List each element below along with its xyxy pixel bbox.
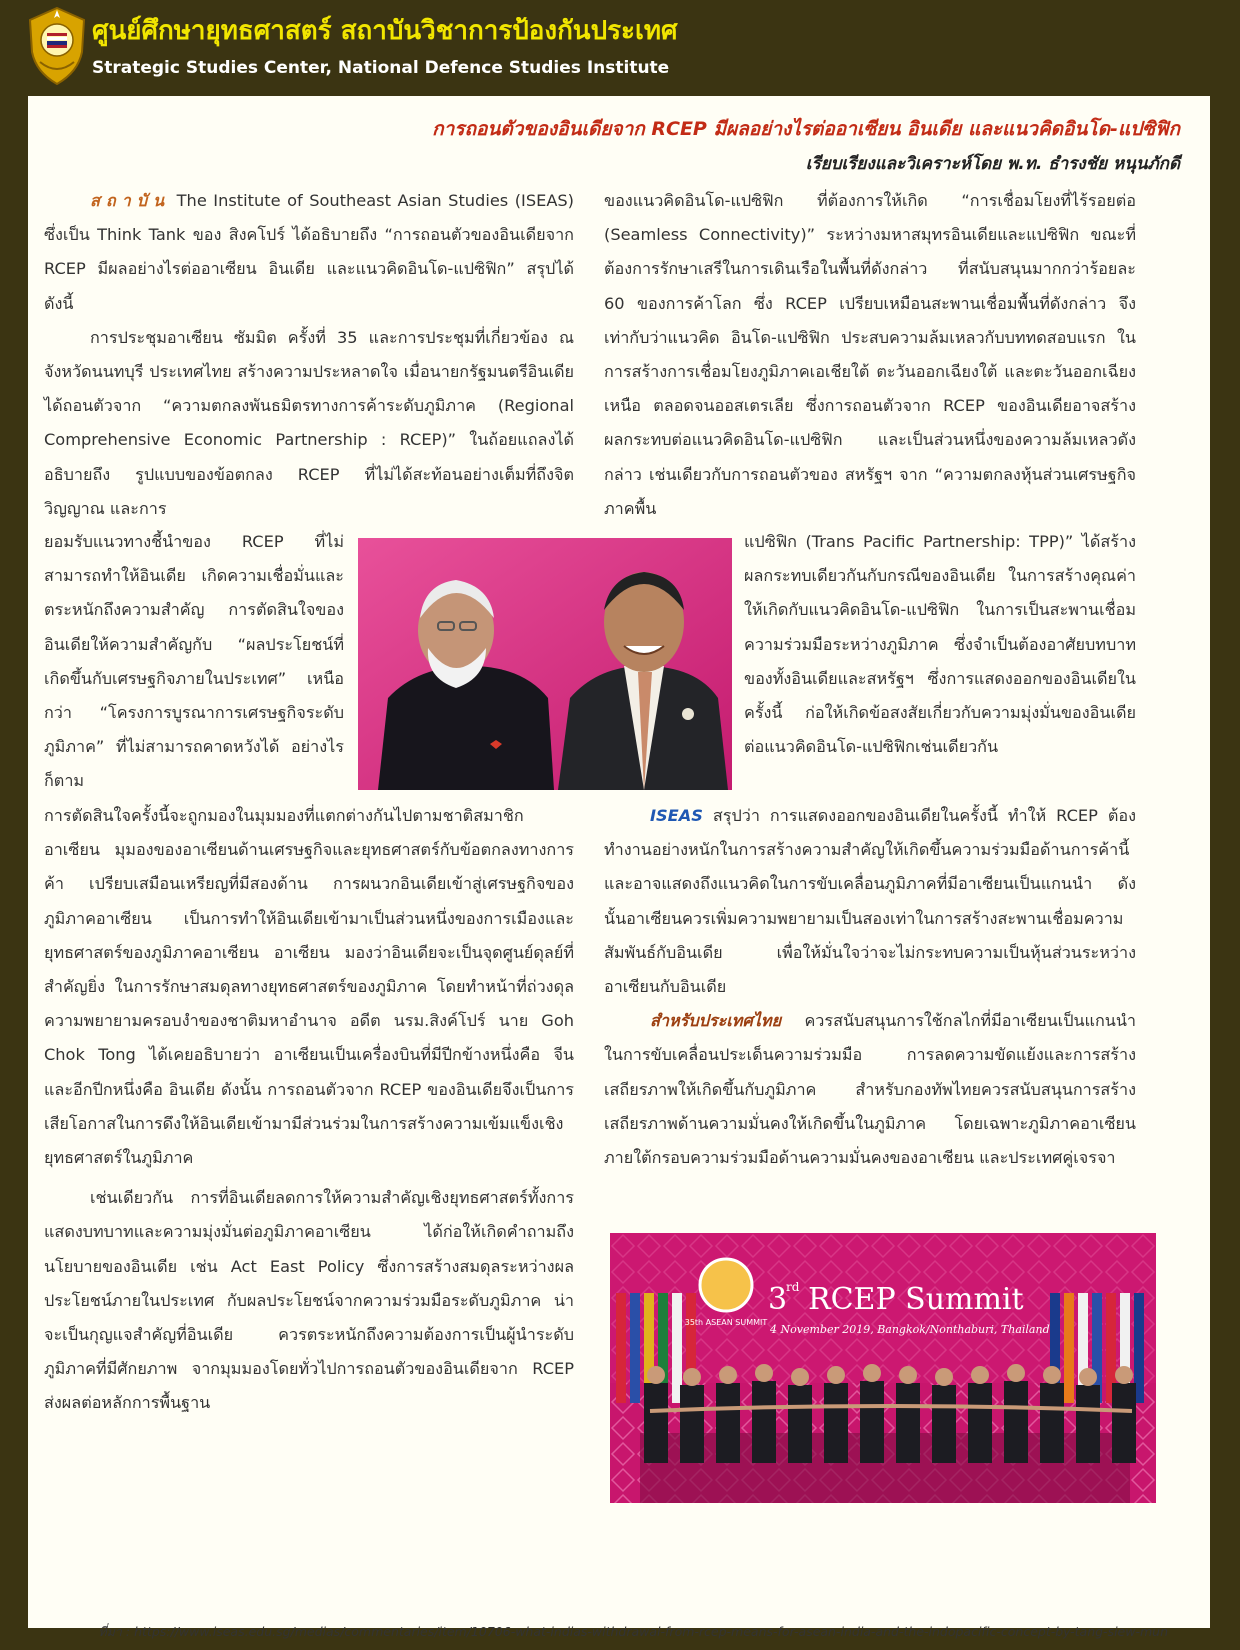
emblem-caption: 35th ASEAN SUMMIT <box>684 1318 768 1327</box>
org-name-english: Strategic Studies Center, National Defence Studies Institute <box>92 58 670 78</box>
header-bar <box>0 0 1240 96</box>
right-paragraph-1: ของแนวคิดอินโด-แปซิฟิก ที่ต้องการให้เกิด “การเชื่อมโยงที่ไร้รอยต่อ (Seamless Connectivity)” ระหว่างมหาสมุทรอินเดียและแปซิฟิก ขณะที่ต้องการรักษาเสรีในการเดินเรือในพื้นที่ดังกล่าว ที่สนับสนุนมากกว่าร้อยละ 60 ของการค้าโลก ซึ่ง RCEP เปรียบเหมือนสะพานเชื่อมพื้นที่ดังกล่าว จึงเท่ากับว่าแนวคิด อินโด-แปซิฟิก ประสบความล้มเหลวกับบททดสอบแรก ในการสร้างการเชื่อมโยงภูมิภาคเอเชียใต้ ตะวันออกเฉียงใต้ และตะวันออกเฉียงเหนือ ตลอดจนออสเตรเลีย ซึ่งการถอนตัวจาก RCEP ของอินเดียอาจสร้างผลกระทบต่อแนวคิดอินโด-แปซิฟิก และเป็นส่วนหนึ่งของความล้มเหลวดังกล่าว เช่นเดียวกับการถอนตัวของ สหรัฐฯ จาก “ความตกลงหุ้นส่วนเศรษฐกิจภาคพื้น <box>604 191 1136 518</box>
left-paragraph-3: เช่นเดียวกัน การที่อินเดียลดการให้ความสำคัญเชิงยุทธศาสตร์ทั้งการแสดงบทบาทและความมุ่งมั่นต่อภูมิภาคอาเซียน ได้ก่อให้เกิดคำถามถึงนโยบายของอินเดีย เช่น Act East Policy ซึ่งการสร้างสมดุลระหว่างผลประโยชน์ภายในประเทศ กับผลประโยชน์จากความร่วมมือระดับภูมิภาค น่าจะเป็นกุญแจสำคัญที่อินเดีย ควรตระหนักถึงความต้องการเป็นผู้นำระดับภูมิภาคที่มีศักยภาพ จากมุมมองโดยทั่วไปการถอนตัวของอินเดียจาก RCEP ส่งผลต่อหลักการพื้นฐาน <box>44 1188 574 1413</box>
left-column-bottom <box>44 799 574 1421</box>
summit-banner-number: 3 <box>768 1282 788 1317</box>
summit-banner-title: RCEP Summit <box>808 1282 1024 1317</box>
lead-word-thailand: สำหรับประเทศไทย <box>650 1011 782 1031</box>
article-title: การถอนตัวของอินเดียจาก RCEP มีผลอย่างไรต่ออาเซียน อินเดีย และแนวคิดอินโด-แปซิฟิก <box>432 118 1180 140</box>
institute-emblem-icon <box>26 6 88 86</box>
lead-word-institute: สถาบัน <box>90 191 171 210</box>
right-paragraph-1-narrow: แปซิฟิก (Trans Pacific Partnership: TPP)” ได้สร้างผลกระทบเดียวกันกับกรณีของอินเดีย ในการสร้างคุณค่าให้เกิดกับแนวคิดอินโด-แปซิฟิก ในการเป็นสะพานเชื่อมความร่วมมือระหว่างภูมิภาค ซึ่งจำเป็นต้องอาศัยบทบาทของทั้งอินเดียและสหรัฐฯ ซึ่งการแสดงออกของอินเดียในครั้งนี้ ก่อให้เกิดข้อสงสัยเกี่ยวกับความมุ่งมั่นของอินเดียต่อแนวคิดอินโด-แปซิฟิกเช่นเดียวกัน <box>744 532 1136 757</box>
left-paragraph-2: การประชุมอาเซียน ซัมมิต ครั้งที่ 35 และการประชุมที่เกี่ยวข้อง ณ จังหวัดนนทบุรี ประเทศไทย สร้างความประหลาดใจ เมื่อนายกรัฐมนตรีอินเดีย ได้ถอนตัวจาก “ความตกลงพันธมิตรทางการค้าระดับภูมิภาค (Regional Comprehensive Economic Partnership : RCEP)” ในถ้อยแถลงได้อธิบายถึง รูปแบบของข้อตกลง RCEP ที่ไม่ได้สะท้อนอย่างเต็มที่ถึงจิต วิญญาณ และการ <box>44 327 574 518</box>
article-byline: เรียบเรียงและวิเคราะห์โดย พ.ท. ธำรงชัย หนุนภักดี <box>805 154 1180 174</box>
left-paragraph-2-narrow: ยอมรับแนวทางชี้นำของ RCEP ที่ไม่สามารถทำให้อินเดีย เกิดความเชื่อมั่นและตระหนักถึงความสำคัญ การตัดสินใจของอินเดียให้ความสำคัญกับ “ผลประโยชน์ที่เกิดขึ้นกับเศรษฐกิจภายในประเทศ” เหนือกว่า “โครงการบูรณาการเศรษฐกิจระดับภูมิภาค” ที่ไม่สามารถคาดหวังได้ อย่างไรก็ตาม <box>44 532 344 791</box>
left-column-top <box>44 184 574 526</box>
right-column-narrow <box>744 525 1136 764</box>
summit-banner-date: 4 November 2019, Bangkok/Nonthaburi, Thailand <box>770 1323 1050 1336</box>
source-citation: ที่มา : https://www.iseas.edu.sg/medias/commentaries/item/10706-what-indias-withdrawal-from-rcep-means-for-asean-india-and-the-indopacific-concept-by-tang-siew-mun <box>98 1624 1168 1639</box>
right-paragraph-2-text: สรุปว่า การแสดงออกของอินเดียในครั้งนี้ ทำให้ RCEP ต้องทำงานอย่างหนักในการสร้างความสำคัญให้เกิดขึ้นความร่วมมือด้านการค้านี้ และอาจแสดงถึงแนวคิดในการขับเคลื่อนภูมิภาคที่มีอาเซียนเป็นแกนนำ ดังนั้นอาเซียนควรเพิ่มความพยายามเป็นสองเท่าในการสร้างสะพานเชื่อมความสัมพันธ์กับอินเดีย เพื่อให้มั่นใจว่าจะไม่กระทบความเป็นหุ้นส่วนระหว่างอาเซียนกับอินเดีย <box>604 806 1136 997</box>
right-paragraph-3-text: ควรสนับสนุนการใช้กลไกที่มีอาเซียนเป็นแกนนำ ในการขับเคลื่อนประเด็นความร่วมมือ การลดความขัดแย้งและการสร้างเสถียรภาพให้เกิดขึ้นกับภูมิภาค สำหรับกองทัพไทยควรสนับสนุนการสร้างเสถียรภาพด้านความมั่นคงให้เกิดขึ้นในภูมิภาค โดยเฉพาะภูมิภาคอาเซียนภายใต้กรอบความร่วมมือด้านความมั่นคงของอาเซียน และประเทศคู่เจรจา <box>604 1011 1136 1168</box>
left-paragraph-2-continued: การตัดสินใจครั้งนี้จะถูกมองในมุมมองที่แตกต่างกันไปตามชาติสมาชิกอาเซียน มุมองของอาเซียนด้านเศรษฐกิจและยุทธศาสตร์กับข้อตกลงทางการค้า เปรียบเสมือนเหรียญที่มีสองด้าน การผนวกอินเดียเข้าสู่เศรษฐกิจของภูมิภาคอาเซียน เป็นการทำให้อินเดียเข้ามาเป็นส่วนหนึ่งของการเมืองและยุทธศาสตร์ของภูมิภาคอาเซียน อาเซียน มองว่าอินเดียจะเป็นจุดศูนย์ดุลย์ที่สำคัญยิ่ง ในการรักษาสมดุลทางยุทธศาสตร์ของภูมิภาค โดยทำหน้าที่ถ่วงดุลความพยายามครอบงำของชาติมหาอำนาจ อดีต นรม.สิงค์โปร์ นาย Goh Chok Tong ได้เคยอธิบายว่า อาเซียนเป็นเครื่องบินที่มีปีกข้างหนึ่งคือ จีน และอีกปีกหนึ่งคือ อินเดีย ดังนั้น การถอนตัวจาก RCEP ของอินเดียจึงเป็นการเสียโอกาสในการดึงให้อินเดียเข้ามามีส่วนร่วมในการสร้างความเข้มแข็งเชิงยุทธศาสตร์ในภูมิภาค <box>44 806 574 1168</box>
asean-emblem-icon <box>700 1259 752 1311</box>
right-column-top <box>604 184 1136 526</box>
lead-word-iseas: ISEAS <box>650 806 703 825</box>
left-paragraph-1 <box>44 184 574 321</box>
right-paragraph-2 <box>604 799 1136 1004</box>
org-name-thai: ศูนย์ศึกษายุทธศาสตร์ สถาบันวิชาการป้องกันประเทศ <box>92 16 678 46</box>
article-area <box>28 96 1210 1639</box>
left-column-narrow <box>44 525 344 799</box>
rcep-summit-photo <box>610 1233 1156 1503</box>
right-column-bottom <box>604 799 1136 1175</box>
left-paragraph-1-text: The Institute of Southeast Asian Studies (ISEAS) ซึ่งเป็น Think Tank ของ สิงคโปร์ ได้อธิบายถึง “การถอนตัวของอินเดียจาก RCEP มีผลอย่างไรต่ออาเซียน อินเดีย และแนวคิดอินโด-แปซิฟิก” สรุปได้ดังนี้ <box>44 191 575 313</box>
summit-banner-ordinal: rd <box>786 1280 800 1294</box>
leaders-photo <box>358 538 732 790</box>
right-paragraph-3 <box>604 1004 1136 1175</box>
